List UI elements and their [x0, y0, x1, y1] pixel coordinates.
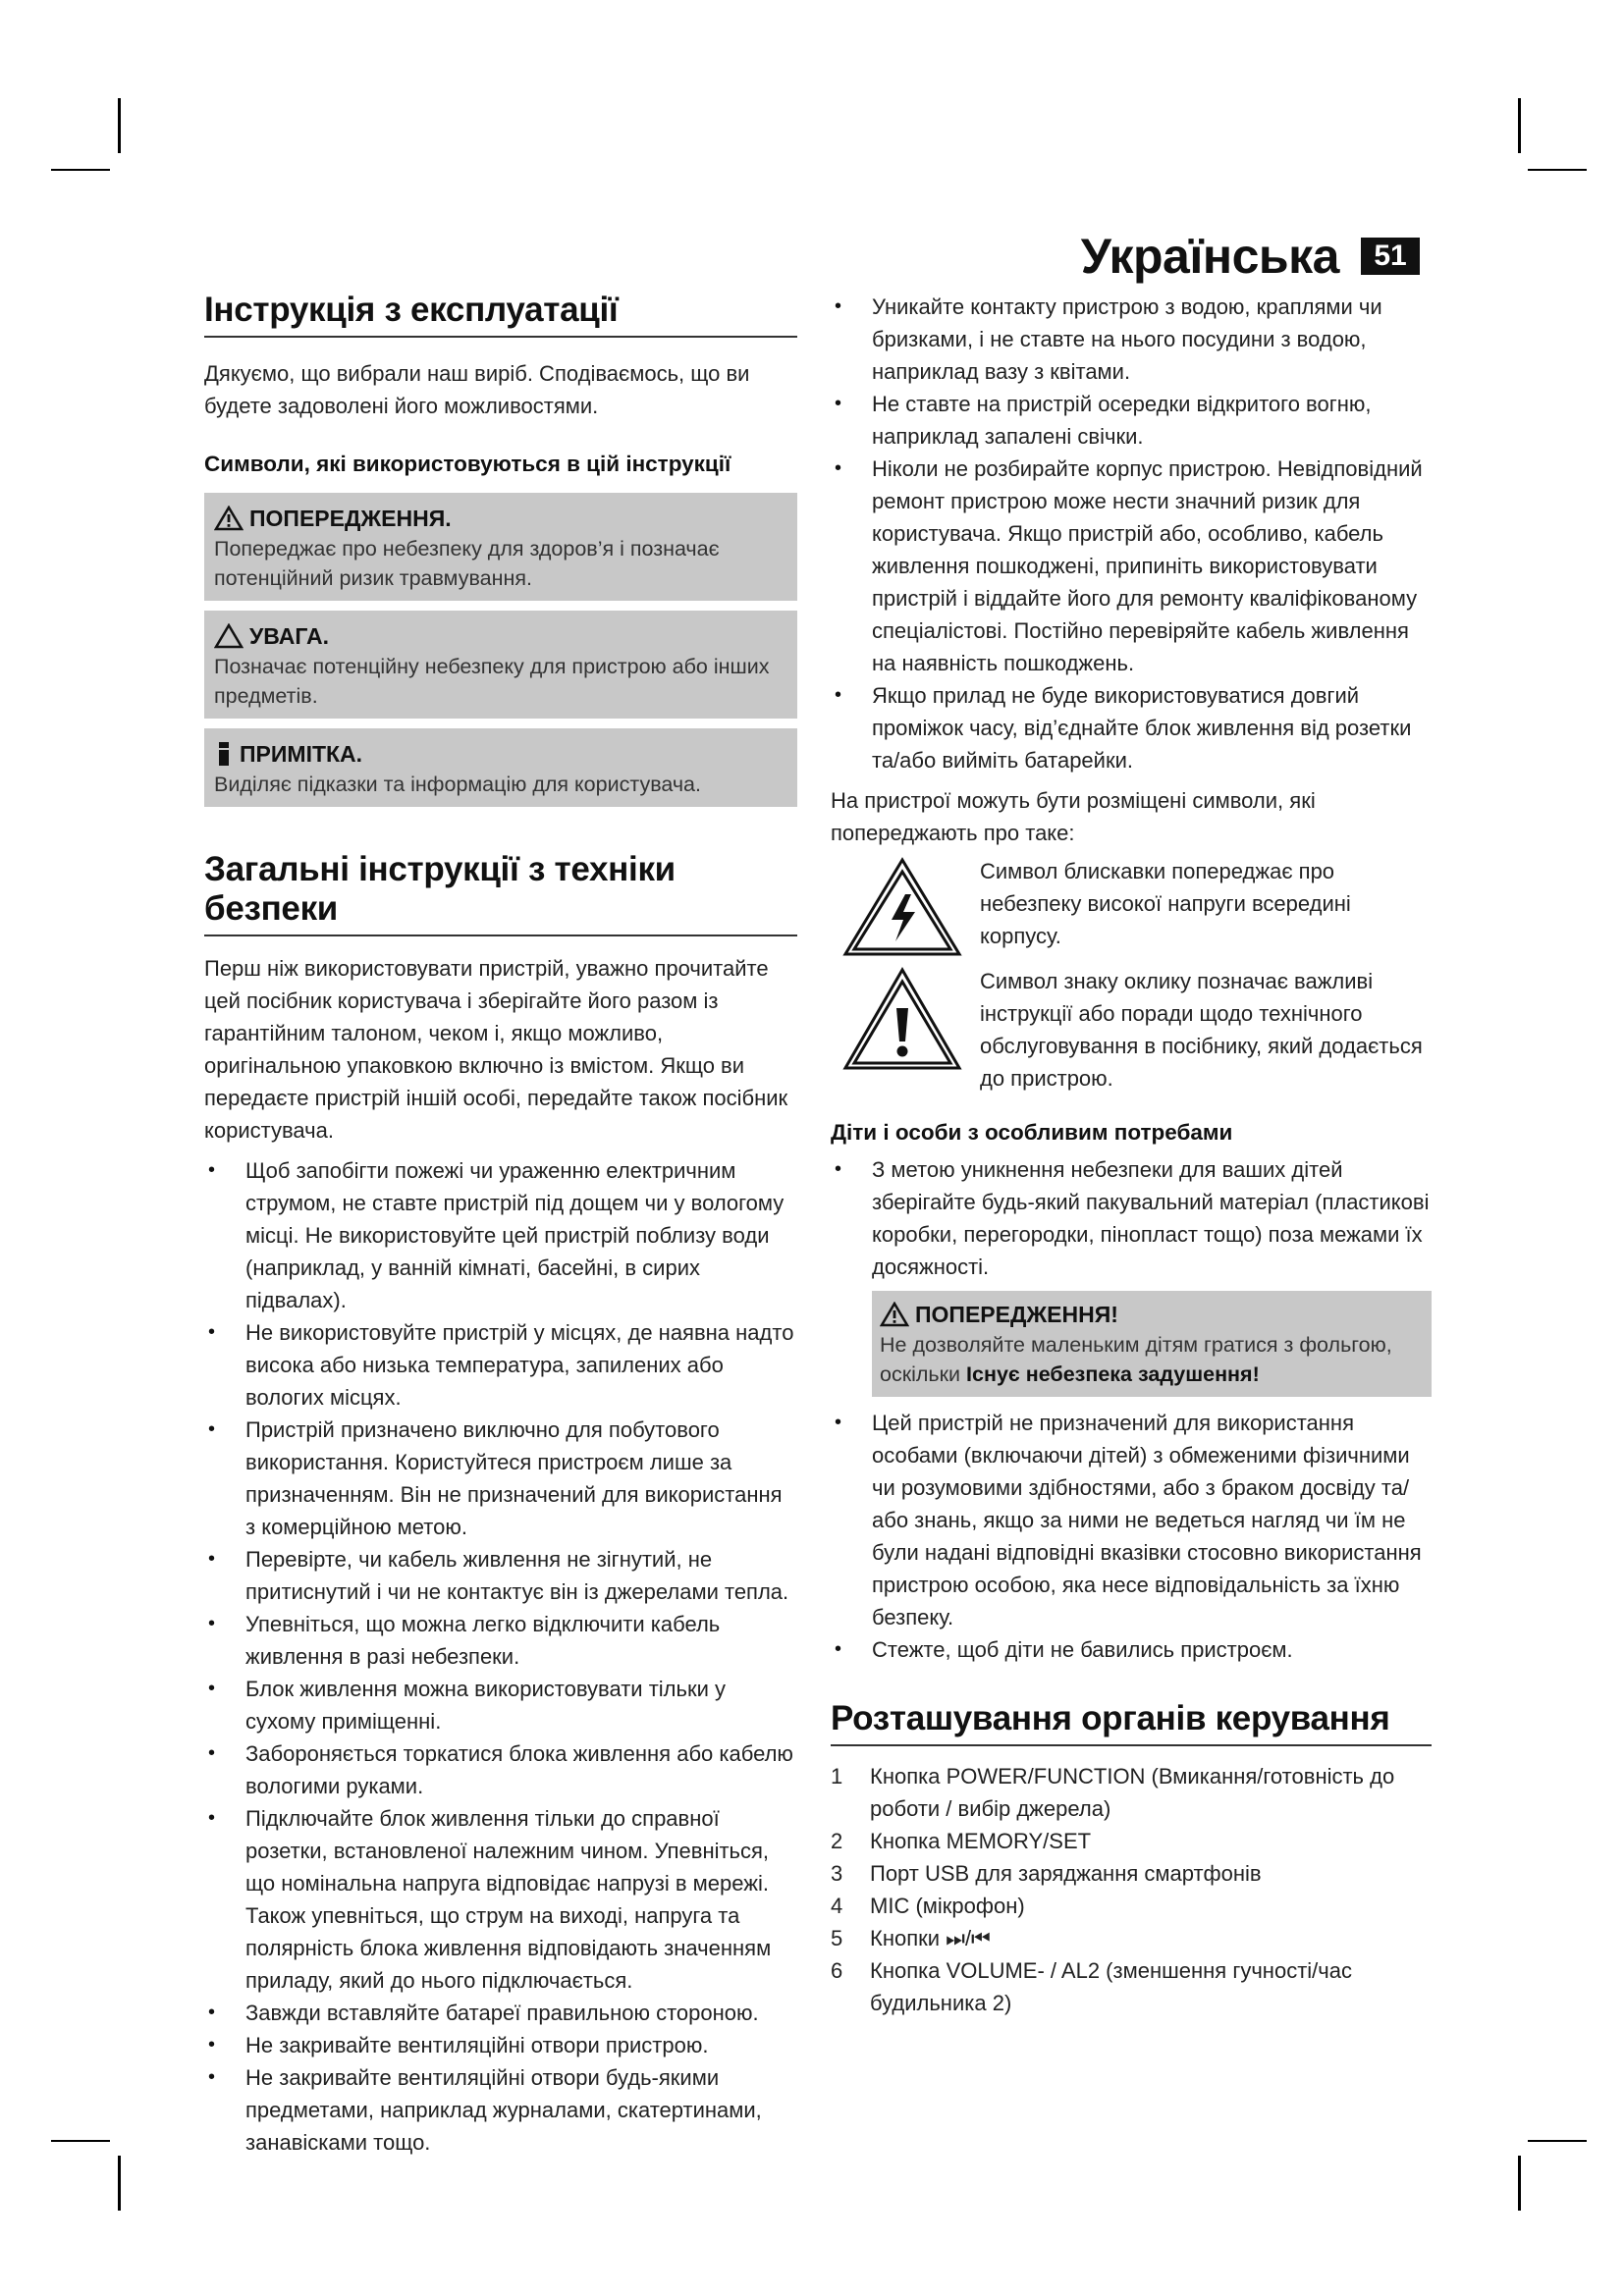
- warning-triangle-icon: [214, 506, 244, 531]
- left-column: [204, 291, 797, 2159]
- device-bullets: [831, 291, 1432, 776]
- crop-mark: [51, 2140, 110, 2142]
- list-item: • Перевірте, чи кабель живлення не зігнутий, не притиснутий і чи не контактує він із джерелами тепла.: [208, 1547, 789, 1604]
- crop-mark: [1518, 2156, 1521, 2211]
- caution-triangle-icon: [214, 623, 244, 649]
- list-item: • Щоб запобігти пожежі чи ураженню електричним струмом, не ставте пристрій під дощем чи у вологому місці. Не використовуйте цей пристрій поблизу води (наприклад, у ванній кімнаті, басейні, в сирих підвалах).: [208, 1158, 785, 1312]
- list-item: • Підключайте блок живлення тільки до справної розетки, встановленої належним чином. Упевніться, що номінальна напруга відповідає напрузі в мережі. Також упевніться, що струм на виході, напруга та полярність блока живлення відповідають значенням приладу, який до нього підключається.: [208, 1806, 772, 1993]
- list-item: • Уникайте контакту пристрою з водою, краплями чи бризками, і не ставте на нього посудини з водою, наприклад вазу з квітами.: [835, 294, 1382, 384]
- list-item: • Блок живлення можна використовувати тільки у сухому приміщенні.: [208, 1677, 726, 1734]
- list-item: • Стежте, щоб діти не бавились пристроєм.: [835, 1637, 1293, 1662]
- disability-bullets: [831, 1407, 1432, 1666]
- notice-title: ПОПЕРЕДЖЕННЯ!: [915, 1302, 1118, 1327]
- language-title: Українська: [1080, 229, 1339, 284]
- info-icon: [214, 740, 234, 768]
- crop-mark: [51, 169, 110, 171]
- list-item: • Ніколи не розбирайте корпус пристрою. Невідповідний ремонт пристрою може нести значний ризик для користувача. Якщо пристрій або, особливо, кабель живлення пошкоджені, припиніть використовувати пристрій і віддайте його для ремонту кваліфікованому спеціалістові. Постійно перевіряйте кабель живлення на наявність пошкоджень.: [835, 456, 1423, 675]
- symbol-description: Символ блискавки попереджає про небезпеку високої напруги всередині корпусу.: [980, 859, 1351, 948]
- children-warning-notice: [872, 1291, 1432, 1397]
- safety-title: Загальні інструкції з техніки безпеки: [204, 850, 797, 936]
- caution-notice: [204, 611, 797, 719]
- notice-emphasis: Існує небезпека задушення!: [966, 1362, 1260, 1386]
- safety-bullets: [204, 1154, 797, 2159]
- safety-intro: Перш ніж використовувати пристрій, уважно прочитайте цей посібник користувача і зберігайте його разом із гарантійним талоном, чеком і, якщо можливо, оригінальною упаковкою включно із вмістом. Якщо ви передаєте пристрій іншій особі, передайте також посібник користувача.: [204, 956, 788, 1143]
- instructions-title: Інструкція з експлуатації: [204, 291, 797, 338]
- children-heading: Діти і особи з особливим потребами: [831, 1120, 1233, 1145]
- notice-title: УВАГА.: [249, 623, 329, 649]
- crop-mark: [1518, 98, 1521, 153]
- list-item: • Цей пристрій не призначений для використання особами (включаючи дітей) з обмеженими фізичними чи розумовими здібностями, або з браком досвіду та/або знань, якщо за ними не ведеться нагляд чи їм не були надані відповідні вказівки стосовно використання пристрою особою, яка несе відповідальність за їхню безпеку.: [835, 1411, 1422, 1629]
- notice-text: Попереджає про небезпеку для здоров’я і позначає потенційний ризик травмування.: [214, 537, 720, 590]
- crop-mark: [118, 98, 121, 153]
- lightning-warning-icon: [840, 855, 964, 959]
- notice-title: ПОПЕРЕДЖЕННЯ.: [249, 506, 452, 531]
- list-item: • Завжди вставляйте батареї правильною стороною.: [208, 2001, 759, 2025]
- right-column: [831, 291, 1432, 2019]
- list-item: • Забороняється торкатися блока живлення або кабелю вологими руками.: [208, 1741, 793, 1798]
- exclamation-symbol-row: [831, 965, 1432, 1095]
- list-item: 1 Кнопка POWER/FUNCTION (Вмикання/готовність до роботи / вибір джерела): [831, 1764, 1395, 1821]
- list-item: • Не закривайте вентиляційні отвори будь-якими предметами, наприклад журналами, скатертинами, занавісками тощо.: [208, 2065, 762, 2155]
- lightning-symbol-row: [831, 855, 1432, 959]
- warning-notice: [204, 493, 797, 601]
- list-item: 4 MIC (мікрофон): [831, 1894, 1025, 1918]
- list-item: • Упевніться, що можна легко відключити кабель живлення в разі небезпеки.: [208, 1612, 721, 1669]
- symbol-description: Символ знаку оклику позначає важливі інструкції або поради щодо технічного обслуговування в посібнику, який додається до пристрою.: [980, 969, 1423, 1091]
- children-bullets: [831, 1153, 1432, 1283]
- list-item: • Не використовуйте пристрій у місцях, де наявна надто висока або низька температура, запилених або вологих місцях.: [208, 1320, 794, 1410]
- list-item: 2 Кнопка MEMORY/SET: [831, 1829, 1092, 1853]
- list-item: • Не закривайте вентиляційні отвори пристрою.: [208, 2033, 709, 2057]
- crop-mark: [1528, 2140, 1587, 2142]
- list-item: 5 Кнопки ⏭/⏮: [831, 1926, 991, 1950]
- note-notice: [204, 728, 797, 807]
- list-item: 3 Порт USB для заряджання смартфонів: [831, 1861, 1262, 1886]
- crop-mark: [118, 2156, 121, 2211]
- symbols-intro: На пристрої можуть бути розміщені символи, які попереджають про таке:: [831, 788, 1316, 845]
- notice-text: Виділяє підказки та інформацію для користувача.: [214, 773, 701, 796]
- intro-text: Дякуємо, що вибрали наш виріб. Сподіваємось, що ви будете задоволені його можливостями.: [204, 361, 750, 418]
- list-item: • Якщо прилад не буде використовуватися довгий проміжок часу, від’єднайте блок живлення від розетки та/або вийміть батарейки.: [835, 683, 1412, 773]
- page-number: 51: [1361, 238, 1420, 275]
- notice-text: Не дозволяйте маленьким дітям гратися з фольгою, оскільки Існує небезпека задушення!: [880, 1333, 1392, 1386]
- notice-title: ПРИМІТКА.: [240, 741, 363, 767]
- page-header: [1081, 228, 1420, 285]
- list-item: 6 Кнопка VOLUME- / AL2 (зменшення гучності/час будильника 2): [831, 1958, 1352, 2015]
- controls-list: [831, 1760, 1432, 2019]
- controls-title: Розташування органів керування: [831, 1699, 1432, 1746]
- crop-mark: [1528, 169, 1587, 171]
- list-item: • Не ставте на пристрій осередки відкритого вогню, наприклад запалені свічки.: [835, 392, 1372, 449]
- exclamation-warning-icon: [840, 965, 964, 1073]
- notice-text: Позначає потенційну небезпеку для пристрою або інших предметів.: [214, 655, 770, 708]
- warning-triangle-icon: [880, 1302, 909, 1327]
- list-item: • Пристрій призначено виключно для побутового використання. Користуйтеся пристроєм лише за призначенням. Він не призначений для використання з комерційною метою.: [208, 1417, 783, 1539]
- list-item: • З метою уникнення небезпеки для ваших дітей зберігайте будь-який пакувальний матеріал (пластикові коробки, перегородки, пінопласт тощо) поза межами їх досяжності.: [835, 1157, 1430, 1279]
- symbols-heading: Символи, які використовуються в цій інструкції: [204, 452, 731, 476]
